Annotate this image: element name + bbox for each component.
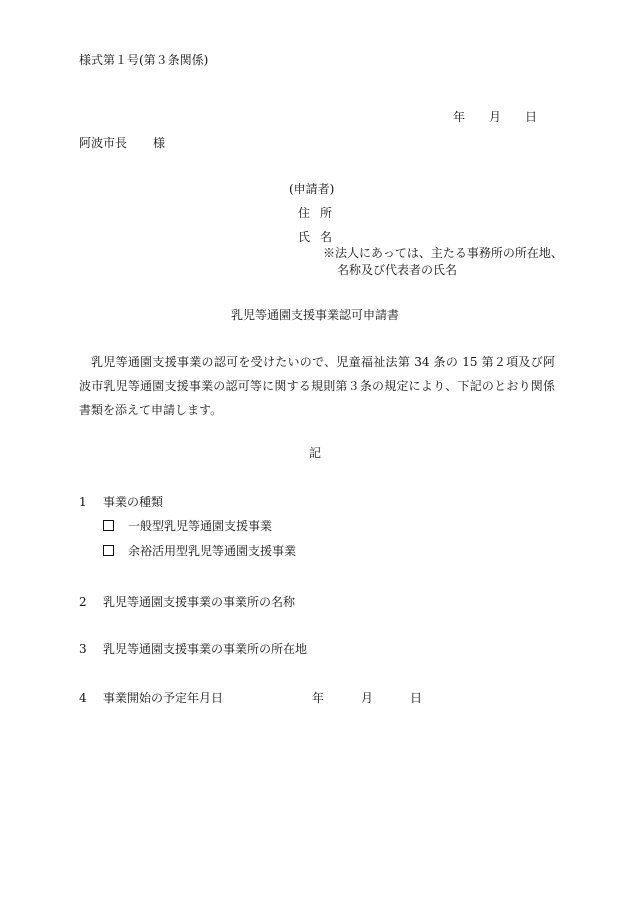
submission-date: [453, 109, 537, 125]
date-day: 日: [525, 110, 538, 124]
applicant-heading: (申請者): [289, 182, 335, 196]
applicant-address-label: 住所: [298, 206, 343, 220]
applicant-name-label: 氏名: [298, 230, 343, 244]
addressee-name: 阿波市長: [79, 136, 128, 150]
section-2-label: 乳児等通園支援事業の事業所の名称: [103, 595, 296, 609]
document-title: 乳児等通園支援事業認可申請書: [230, 308, 399, 322]
business-type-option-surplus[interactable]: [103, 543, 296, 559]
form-number: 様式第１号(第３条関係): [79, 53, 209, 67]
applicant-note-line1: ※法人にあっては、主たる事務所の所在地、: [323, 246, 563, 260]
section-4-label: 事業開始の予定年月日: [103, 691, 224, 705]
section-2: [79, 594, 295, 610]
option-general-label: 一般型乳児等通園支援事業: [128, 519, 273, 533]
section-4-day: 日: [410, 691, 423, 705]
section-4: [79, 690, 223, 706]
section-1-number: 1: [79, 495, 87, 509]
addressee: [79, 135, 165, 151]
section-4-date: [312, 690, 422, 706]
section-4-year: 年: [312, 691, 325, 705]
section-4-month: 月: [361, 691, 374, 705]
addressee-honorific: 様: [153, 136, 166, 150]
date-year: 年: [453, 110, 466, 124]
ki-heading: 記: [308, 446, 321, 460]
section-3-label: 乳児等通園支援事業の事業所の所在地: [103, 642, 308, 656]
application-body: 乳児等通園支援事業の認可を受けたいので、児童福祉法第 34 条の 15 第２項及び阿波市乳児等通園支援事業の認可等に関する規則第３条の規定により、下記のとおり関係書類を添えて申請します。: [79, 355, 555, 417]
section-1: [79, 494, 163, 510]
business-type-option-general[interactable]: [103, 518, 272, 534]
section-3-number: 3: [79, 642, 87, 656]
section-3: [79, 641, 307, 657]
checkbox-general[interactable]: [103, 520, 114, 531]
checkbox-surplus[interactable]: [103, 545, 114, 556]
section-4-number: 4: [79, 691, 87, 705]
section-2-number: 2: [79, 595, 87, 609]
applicant-note-line2: 名称及び代表者の氏名: [337, 263, 458, 277]
option-surplus-label: 余裕活用型乳児等通園支援事業: [128, 544, 297, 558]
section-1-label: 事業の種類: [103, 495, 164, 509]
date-month: 月: [489, 110, 502, 124]
